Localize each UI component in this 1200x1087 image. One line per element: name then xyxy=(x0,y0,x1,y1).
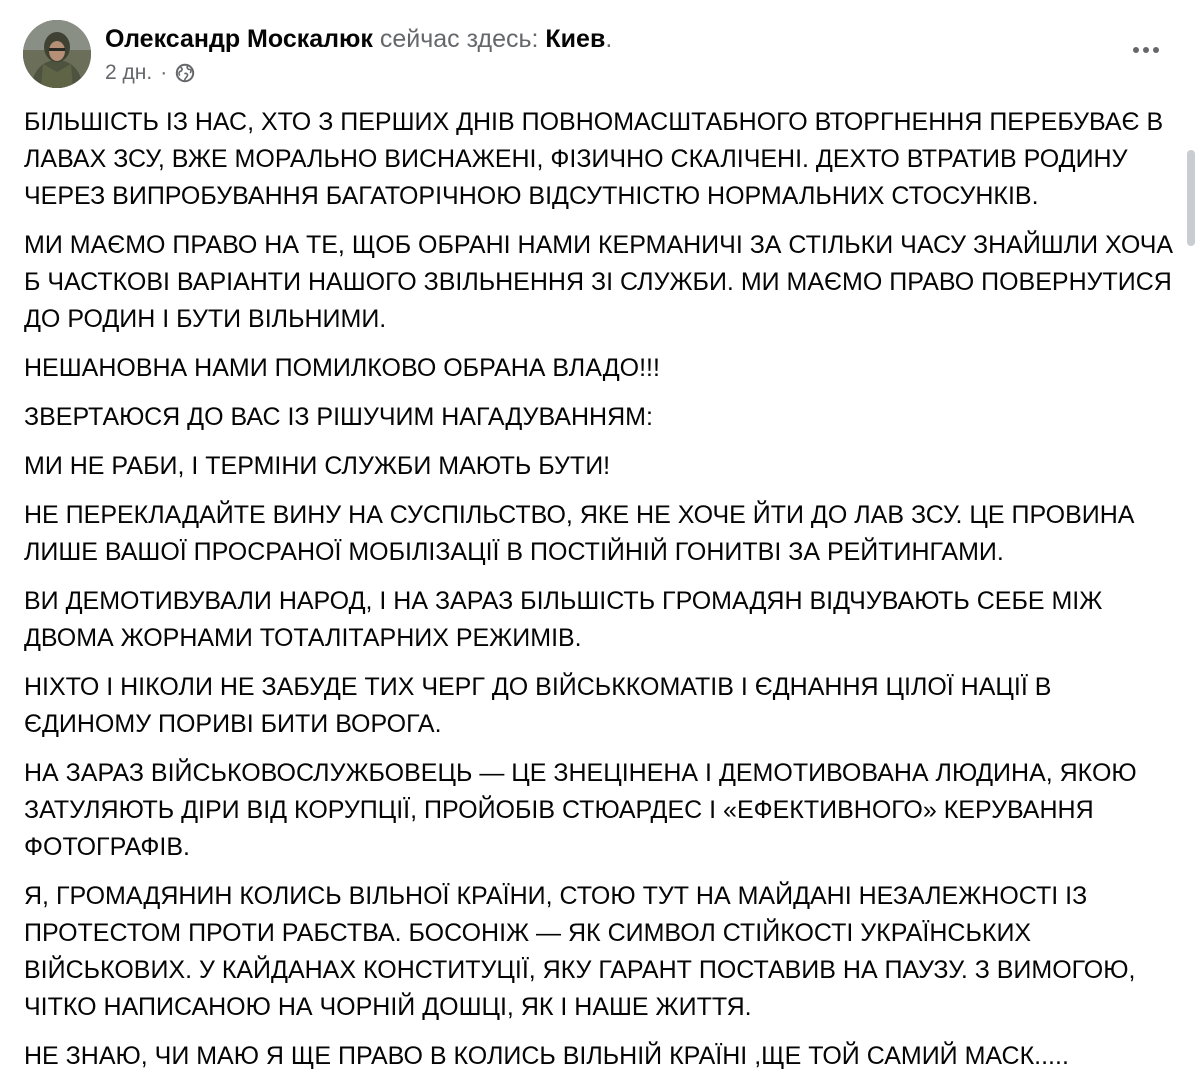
post-paragraph: МИ МАЄМО ПРАВО НА ТЕ, ЩОБ ОБРАНІ НАМИ КЕРМАНИЧІ ЗА СТІЛЬКИ ЧАСУ ЗНАЙШЛИ ХОЧА Б ЧАСТКОВІ ВАРІАНТИ НАШОГО ЗВІЛЬНЕННЯ ЗІ СЛУЖБИ. МИ МАЄМО ПРАВО ПОВЕРНУТИСЯ ДО РОДИН І БУТИ ВІЛЬНИМИ. xyxy=(24,231,1174,333)
avatar[interactable] xyxy=(23,20,91,88)
avatar-photo xyxy=(23,20,91,88)
post-paragraph: ЗВЕРТАЮСЯ ДО ВАС ІЗ РІШУЧИМ НАГАДУВАННЯМ: xyxy=(24,403,653,431)
check-in-location[interactable]: Киев xyxy=(545,25,606,53)
post-text xyxy=(24,104,1174,1087)
post-timestamp[interactable]: 2 дн. xyxy=(105,61,153,84)
post-paragraph: МИ НЕ РАБИ, І ТЕРМІНИ СЛУЖБИ МАЮТЬ БУТИ! xyxy=(24,452,611,480)
post-paragraph: БІЛЬШІСТЬ ІЗ НАС, ХТО З ПЕРШИХ ДНІВ ПОВНОМАСШТАБНОГО ВТОРГНЕННЯ ПЕРЕБУВАЄ В ЛАВАХ ЗСУ, ВЖЕ МОРАЛЬНО ВИСНАЖЕНІ, ФІЗИЧНО СКАЛІЧЕНІ. ДЕХТО ВТРАТИВ РОДИНУ ЧЕРЕЗ ВИПРОБУВАННЯ БАГАТОРІЧНОЮ ВІДСУТНІСТЮ НОРМАЛЬНИХ СТОСУНКІВ. xyxy=(24,108,1164,210)
more-options-icon[interactable] xyxy=(1124,40,1168,60)
post-paragraph: ВИ ДЕМОТИВУВАЛИ НАРОД, І НА ЗАРАЗ БІЛЬШІСТЬ ГРОМАДЯН ВІДЧУВАЮТЬ СЕБЕ МІЖ ДВОМА ЖОРНАМИ ТОТАЛІТАРНИХ РЕЖИМІВ. xyxy=(24,587,1103,652)
scrollbar-thumb[interactable] xyxy=(1187,150,1195,246)
header-period: . xyxy=(605,25,613,53)
post-paragraph: НЕШАНОВНА НАМИ ПОМИЛКОВО ОБРАНА ВЛАДО!!! xyxy=(24,354,660,382)
post-paragraph: НЕ ПЕРЕКЛАДАЙТЕ ВИНУ НА СУСПІЛЬСТВО, ЯКЕ НЕ ХОЧЕ ЙТИ ДО ЛАВ ЗСУ. ЦЕ ПРОВИНА ЛИШЕ ВАШОЇ ПРОСРАНОЇ МОБІЛІЗАЦІЇ В ПОСТІЙНІЙ ГОНИТВІ ЗА РЕЙТИНГАМИ. xyxy=(24,501,1135,566)
post-paragraph: Я, ГРОМАДЯНИН КОЛИСЬ ВІЛЬНОЇ КРАЇНИ, СТОЮ ТУТ НА МАЙДАНІ НЕЗАЛЕЖНОСТІ ІЗ ПРОТЕСТОМ ПРОТИ РАБСТВА. БОСОНІЖ — ЯК СИМВОЛ СТІЙКОСТІ УКРАЇНСЬКИХ ВІЙСЬКОВИХ. У КАЙДАНАХ КОНСТИТУЦІЇ, ЯКУ ГАРАНТ ПОСТАВИВ НА ПАУЗУ. З ВИМОГОЮ, ЧІТКО НАПИСАНОЮ НА ЧОРНІЙ ДОШЦІ, ЯК І НАШЕ ЖИТТЯ. xyxy=(24,882,1136,1021)
post-paragraph: НЕ ЗНАЮ, ЧИ МАЮ Я ЩЕ ПРАВО В КОЛИСЬ ВІЛЬНІЙ КРАЇНІ ,ЩЕ ТОЙ САМИЙ МАСК..... xyxy=(24,1042,1069,1070)
check-in-status: сейчас здесь: xyxy=(379,25,539,53)
post-paragraph: НА ЗАРАЗ ВІЙСЬКОВОСЛУЖБОВЕЦЬ — ЦЕ ЗНЕЦІНЕНА І ДЕМОТИВОВАНА ЛЮДИНА, ЯКОЮ ЗАТУЛЯЮТЬ ДІРИ ВІД КОРУПЦІЇ, ПРОЙОБІВ СТЮАРДЕС І «ЕФЕКТИВНОГО» КЕРУВАННЯ ФОТОГРАФІВ. xyxy=(24,759,1137,861)
globe-icon[interactable] xyxy=(175,63,195,83)
post-paragraph: НІХТО І НІКОЛИ НЕ ЗАБУДЕ ТИХ ЧЕРГ ДО ВІЙСЬККОМАТІВ І ЄДНАННЯ ЦІЛОЇ НАЦІЇ В ЄДИНОМУ ПОРИВІ БИТИ ВОРОГА. xyxy=(24,673,1052,738)
post-header xyxy=(105,24,612,54)
meta-separator: · xyxy=(160,61,168,84)
post-meta xyxy=(105,60,195,86)
author-name[interactable]: Олександр Москалюк xyxy=(105,25,373,53)
